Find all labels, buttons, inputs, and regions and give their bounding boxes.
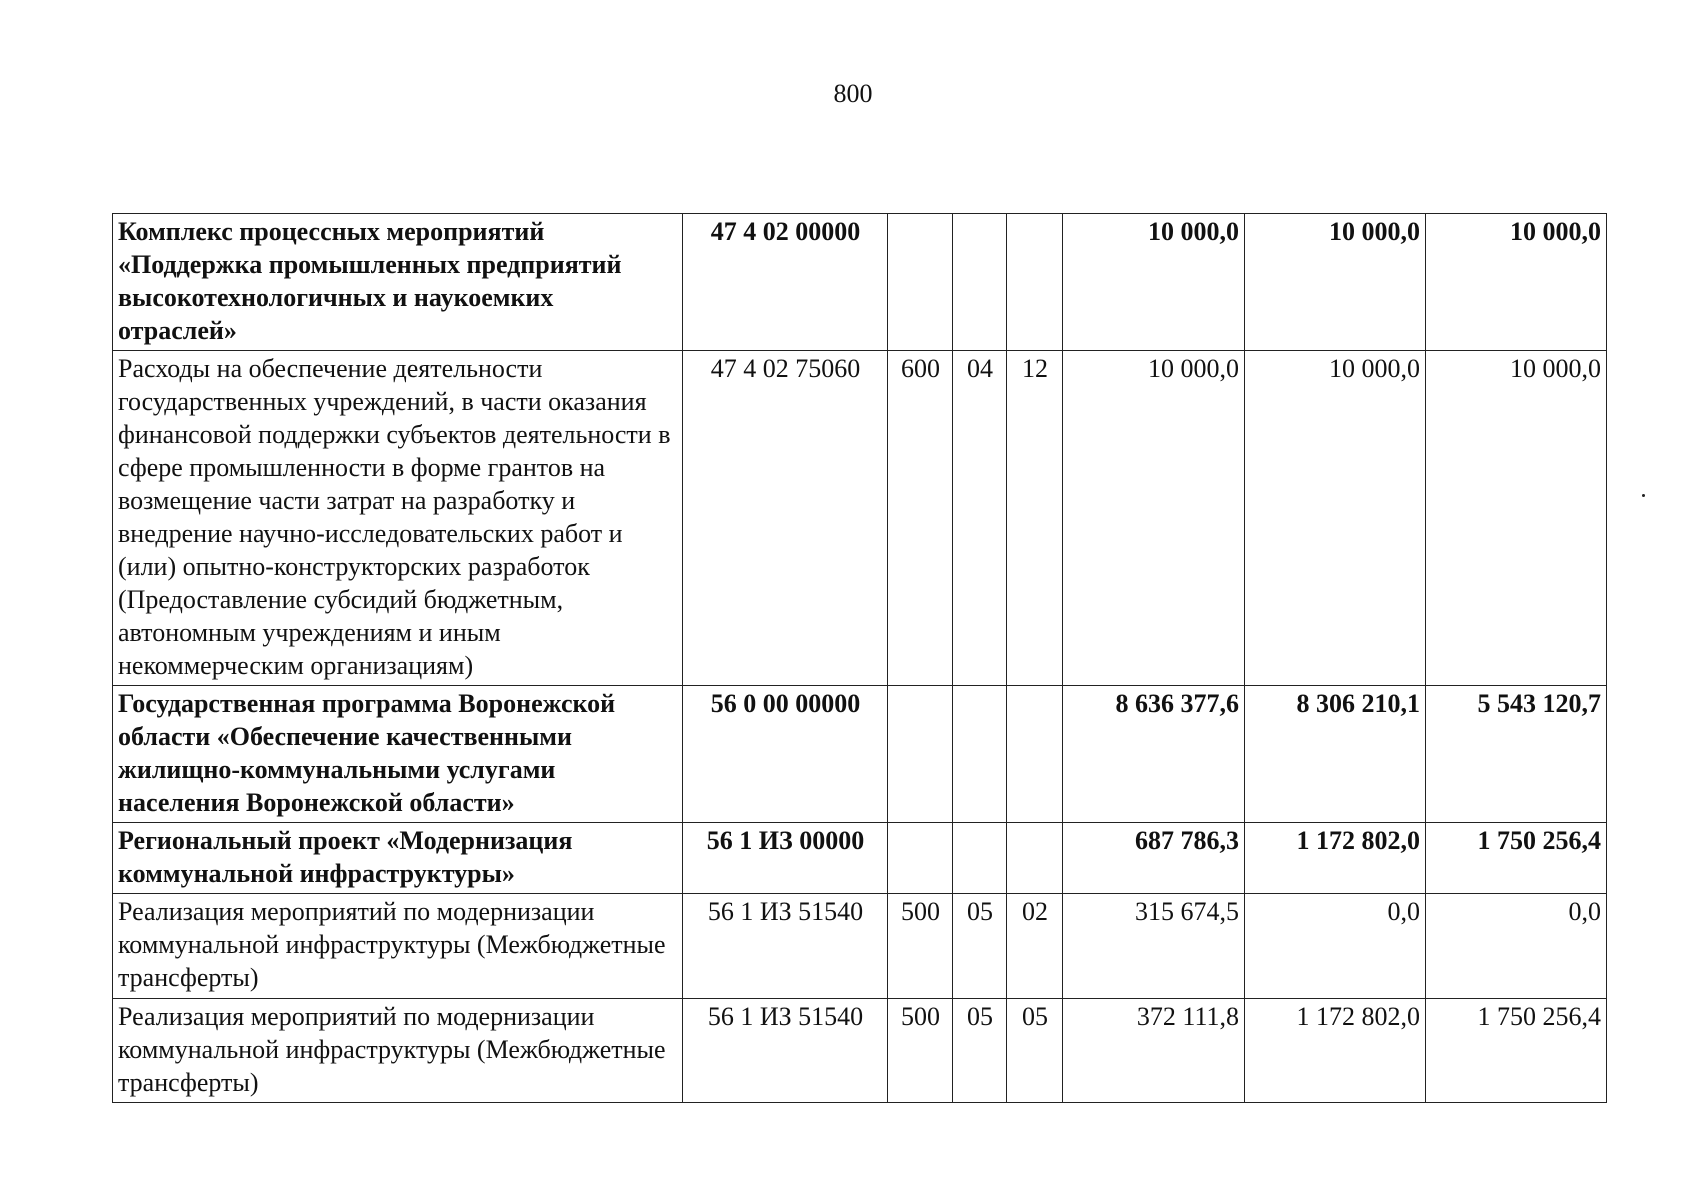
row-subsection: [1007, 686, 1063, 823]
row-name: Государственная программа Воронежской области «Обеспечение качественными жилищно-коммунальными услугами населения Воронежской области»: [113, 686, 683, 823]
row-expense-type: 500: [888, 894, 953, 999]
row-amount-year2: 1 172 802,0: [1245, 999, 1426, 1103]
row-amount-year1: 8 636 377,6: [1063, 686, 1245, 823]
row-section: [953, 823, 1007, 894]
row-amount-year3: 10 000,0: [1426, 214, 1607, 351]
row-expense-type: 500: [888, 999, 953, 1103]
table-row: [113, 999, 1607, 1103]
row-target-code: 56 1 ИЗ 51540: [683, 894, 888, 999]
row-name: Региональный проект «Модернизация коммунальной инфраструктуры»: [113, 823, 683, 894]
row-target-code: 47 4 02 00000: [683, 214, 888, 351]
row-amount-year3: 0,0: [1426, 894, 1607, 999]
row-name: Реализация мероприятий по модернизации коммунальной инфраструктуры (Межбюджетные трансферты): [113, 894, 683, 999]
row-expense-type: 600: [888, 351, 953, 686]
row-amount-year2: 8 306 210,1: [1245, 686, 1426, 823]
row-amount-year2: 1 172 802,0: [1245, 823, 1426, 894]
row-amount-year3: 1 750 256,4: [1426, 823, 1607, 894]
row-amount-year2: 0,0: [1245, 894, 1426, 999]
row-amount-year1: 315 674,5: [1063, 894, 1245, 999]
row-amount-year1: 372 111,8: [1063, 999, 1245, 1103]
row-amount-year2: 10 000,0: [1245, 351, 1426, 686]
row-section: 05: [953, 999, 1007, 1103]
row-section: [953, 214, 1007, 351]
budget-table: [112, 213, 1607, 1103]
row-amount-year1: 10 000,0: [1063, 214, 1245, 351]
row-amount-year3: 10 000,0: [1426, 351, 1607, 686]
row-name: Реализация мероприятий по модернизации коммунальной инфраструктуры (Межбюджетные трансферты): [113, 999, 683, 1103]
row-amount-year2: 10 000,0: [1245, 214, 1426, 351]
row-expense-type: [888, 214, 953, 351]
row-amount-year1: 10 000,0: [1063, 351, 1245, 686]
row-target-code: 47 4 02 75060: [683, 351, 888, 686]
scan-artifact-dot: [1642, 494, 1645, 497]
table-row: [113, 823, 1607, 894]
row-expense-type: [888, 823, 953, 894]
table-row: [113, 686, 1607, 823]
row-expense-type: [888, 686, 953, 823]
row-target-code: 56 1 ИЗ 00000: [683, 823, 888, 894]
row-target-code: 56 0 00 00000: [683, 686, 888, 823]
table-row: [113, 894, 1607, 999]
row-subsection: [1007, 214, 1063, 351]
row-amount-year1: 687 786,3: [1063, 823, 1245, 894]
table-row: [113, 351, 1607, 686]
row-subsection: 02: [1007, 894, 1063, 999]
row-target-code: 56 1 ИЗ 51540: [683, 999, 888, 1103]
row-subsection: 12: [1007, 351, 1063, 686]
row-amount-year3: 1 750 256,4: [1426, 999, 1607, 1103]
row-section: [953, 686, 1007, 823]
row-section: 04: [953, 351, 1007, 686]
row-subsection: [1007, 823, 1063, 894]
row-amount-year3: 5 543 120,7: [1426, 686, 1607, 823]
table-row: [113, 214, 1607, 351]
row-subsection: 05: [1007, 999, 1063, 1103]
row-name: Комплекс процессных мероприятий «Поддержка промышленных предприятий высокотехнологичных и наукоемких отраслей»: [113, 214, 683, 351]
page-number: 800: [833, 79, 873, 108]
row-name: Расходы на обеспечение деятельности государственных учреждений, в части оказания финансовой поддержки субъектов деятельности в сфере промышленности в форме грантов на возмещение части затрат на разработку и внедрение научно-исследовательских работ и (или) опытно-конструкторских разработок (Предоставление субсидий бюджетным, автономным учреждениям и иным некоммерческим организациям): [113, 351, 683, 686]
row-section: 05: [953, 894, 1007, 999]
